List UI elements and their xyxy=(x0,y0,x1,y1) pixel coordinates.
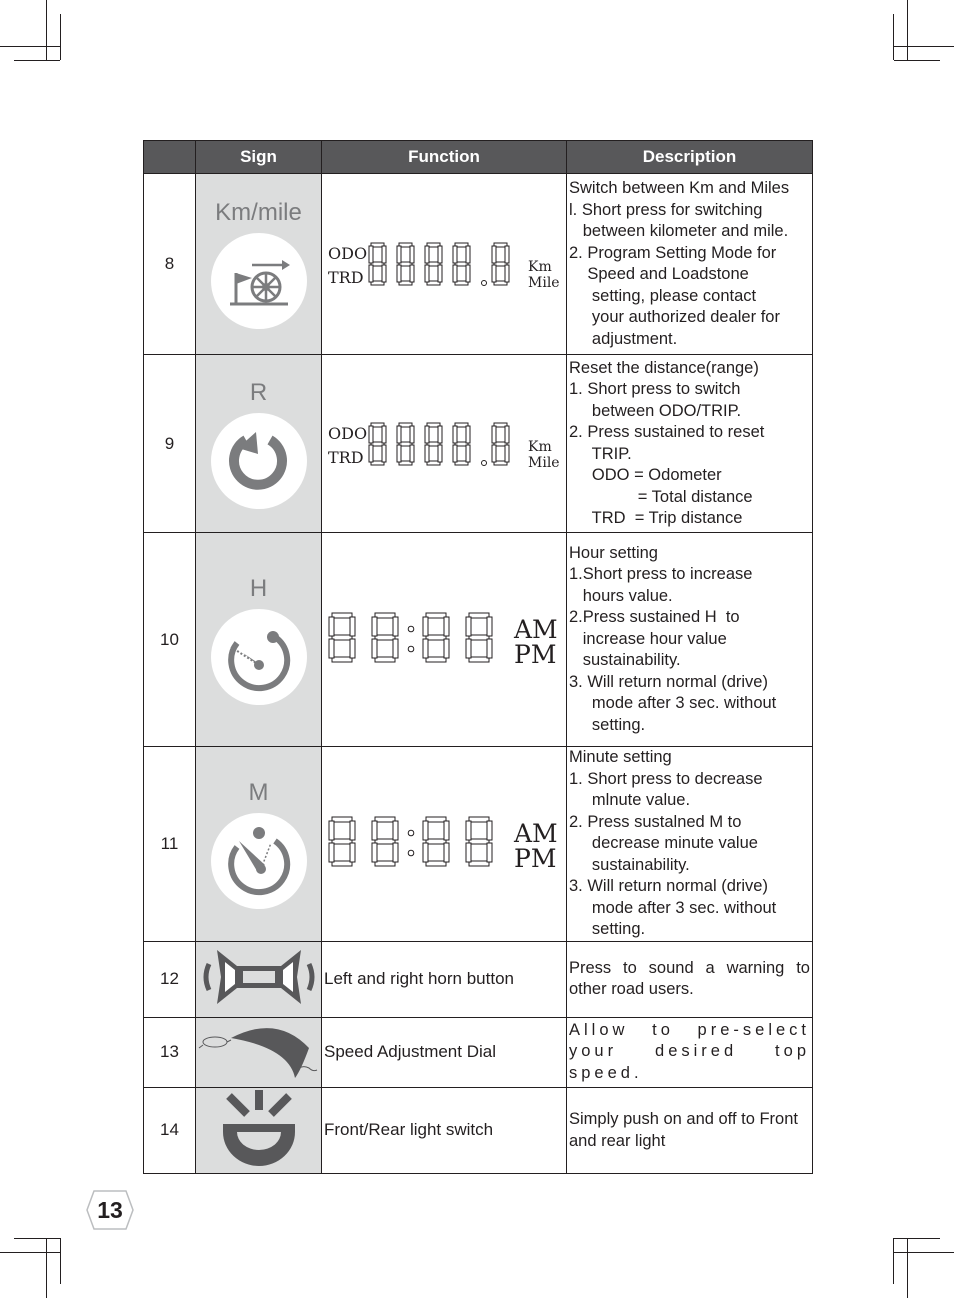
function-cell xyxy=(322,533,567,747)
sign-cell xyxy=(196,533,322,747)
sign-label: Km/mile xyxy=(215,199,302,226)
light-icon xyxy=(209,1088,309,1168)
odometer-display xyxy=(322,229,567,299)
odo-label: ODO xyxy=(328,244,368,263)
sign-cell xyxy=(196,1017,322,1087)
sign-cell xyxy=(196,355,322,533)
description-line: 2.Press sustained H to xyxy=(569,608,740,627)
function-text: Left and right horn button xyxy=(324,969,514,988)
description-line: between ODO/TRIP. xyxy=(569,401,742,420)
header-sign: Sign xyxy=(196,141,322,174)
pm-label: PM xyxy=(514,639,557,669)
sign-cell xyxy=(196,747,322,942)
crop-mark xyxy=(907,1238,908,1298)
crop-mark xyxy=(907,0,908,60)
description-cell xyxy=(567,355,813,533)
reset-arrow-icon xyxy=(211,413,307,509)
sign-label: M xyxy=(248,778,269,806)
description-line: ODO = Odometer xyxy=(569,466,722,484)
description-cell xyxy=(567,1017,813,1087)
crop-mark xyxy=(60,14,61,60)
crop-mark xyxy=(894,1252,954,1253)
description-line: Reset the distance(range) xyxy=(569,358,759,377)
description-line: your authorized dealer for xyxy=(569,308,780,326)
description-line: Hour setting xyxy=(569,543,658,562)
crop-mark xyxy=(46,0,47,60)
crop-mark xyxy=(0,1252,60,1253)
function-cell xyxy=(322,355,567,533)
sign-label: H xyxy=(249,574,268,602)
description-line: 1. Short press to decrease xyxy=(569,769,763,788)
crop-mark xyxy=(894,1238,940,1239)
page-number xyxy=(86,1190,134,1230)
description-line: setting, please contact xyxy=(569,286,757,305)
description-line: hours value. xyxy=(569,586,673,605)
sign-cell xyxy=(196,941,322,1017)
description-line: TRD = Trip distance xyxy=(569,509,743,527)
description-line: between kilometer and mile. xyxy=(569,222,789,240)
crop-mark xyxy=(893,14,894,60)
description-line: setting. xyxy=(569,920,646,938)
clock-hour-icon xyxy=(211,609,307,705)
description-line: increase hour value xyxy=(569,629,727,648)
description-line: sustainability. xyxy=(569,651,681,670)
description-line: 3. Will return normal (drive) xyxy=(569,877,768,895)
row-number: 14 xyxy=(144,1087,196,1173)
am-label: AM xyxy=(514,818,558,848)
km-label: Km xyxy=(528,259,552,275)
function-text: Speed Adjustment Dial xyxy=(324,1042,496,1061)
description-line: l. Short press for switching xyxy=(569,200,763,219)
km-label: Km xyxy=(528,438,552,455)
pm-label: PM xyxy=(514,843,557,873)
table-row xyxy=(144,1017,813,1087)
description-line: adjustment. xyxy=(569,329,678,348)
description-line: setting. xyxy=(569,715,646,734)
description-line: 2. Press sustained to reset xyxy=(569,423,765,441)
description-line: Speed and Loadstone xyxy=(569,265,749,283)
description-line: 3. Will return normal (drive) xyxy=(569,672,768,691)
clock-minute-icon xyxy=(211,813,307,909)
row-number: 13 xyxy=(144,1017,196,1087)
description-line: 1. Short press to switch xyxy=(569,380,741,398)
sign-cell xyxy=(196,174,322,355)
crop-mark xyxy=(14,60,60,61)
header-function: Function xyxy=(322,141,567,174)
description-line: Minute setting xyxy=(569,748,672,766)
row-number: 12 xyxy=(144,941,196,1017)
function-cell xyxy=(322,941,567,1017)
description-cell xyxy=(567,941,813,1017)
odo-label: ODO xyxy=(328,423,368,443)
description-line: 2. Program Setting Mode for xyxy=(569,243,777,262)
description-line: mode after 3 sec. without xyxy=(569,898,777,917)
function-text: Front/Rear light switch xyxy=(324,1120,494,1139)
mile-label: Mile xyxy=(528,275,560,291)
description-text: Allow to pre-select your desired top speed. xyxy=(569,1020,810,1082)
sign-label: R xyxy=(249,378,268,406)
function-cell xyxy=(322,1087,567,1173)
table-row xyxy=(144,747,813,942)
table-row xyxy=(144,174,813,355)
crop-mark xyxy=(14,1238,60,1239)
description-cell xyxy=(567,1087,813,1173)
clock-display xyxy=(322,809,567,879)
description-line: Switch between Km and Miles xyxy=(569,179,790,197)
function-cell xyxy=(322,747,567,942)
row-number: 11 xyxy=(144,747,196,942)
description-text: Simply push on and off to Front and rear light xyxy=(569,1110,798,1150)
description-cell xyxy=(567,533,813,747)
row-number: 9 xyxy=(144,355,196,533)
description-text: Press to sound a warning to other road users. xyxy=(569,958,810,998)
trd-label: TRD xyxy=(328,447,364,467)
page-number-text: 13 xyxy=(97,1197,123,1223)
mile-label: Mile xyxy=(528,454,560,471)
crop-mark xyxy=(894,60,940,61)
table-row xyxy=(144,533,813,747)
description-line: mlnute value. xyxy=(569,791,691,809)
trd-label: TRD xyxy=(328,268,364,287)
description-line: TRIP. xyxy=(569,444,632,463)
crop-mark xyxy=(894,46,954,47)
row-number: 8 xyxy=(144,174,196,355)
odometer-display xyxy=(322,409,567,479)
function-cell xyxy=(322,1017,567,1087)
function-cell xyxy=(322,174,567,355)
row-number: 10 xyxy=(144,533,196,747)
horn-icon xyxy=(199,942,319,1012)
table-row xyxy=(144,941,813,1017)
description-line: 1.Short press to increase xyxy=(569,565,753,584)
spec-table xyxy=(143,140,813,1174)
description-line: decrease minute value xyxy=(569,834,758,852)
header-number xyxy=(144,141,196,174)
crop-mark xyxy=(893,1238,894,1284)
clock-display xyxy=(322,605,567,675)
sign-cell xyxy=(196,1087,322,1173)
flag-wheel-icon xyxy=(211,233,307,329)
description-line: 2. Press sustalned M to xyxy=(569,812,742,831)
table-header-row xyxy=(144,141,813,174)
crop-mark xyxy=(46,1238,47,1298)
header-description: Description xyxy=(567,141,813,174)
crop-mark xyxy=(0,46,60,47)
table-row xyxy=(144,355,813,533)
description-line: sustainability. xyxy=(569,855,690,874)
speed-dial-icon xyxy=(197,1018,321,1082)
table-row xyxy=(144,1087,813,1173)
crop-mark xyxy=(60,1238,61,1284)
description-cell xyxy=(567,174,813,355)
am-label: AM xyxy=(514,614,558,644)
description-line: mode after 3 sec. without xyxy=(569,694,777,713)
description-line: = Total distance xyxy=(569,487,753,506)
description-cell xyxy=(567,747,813,942)
